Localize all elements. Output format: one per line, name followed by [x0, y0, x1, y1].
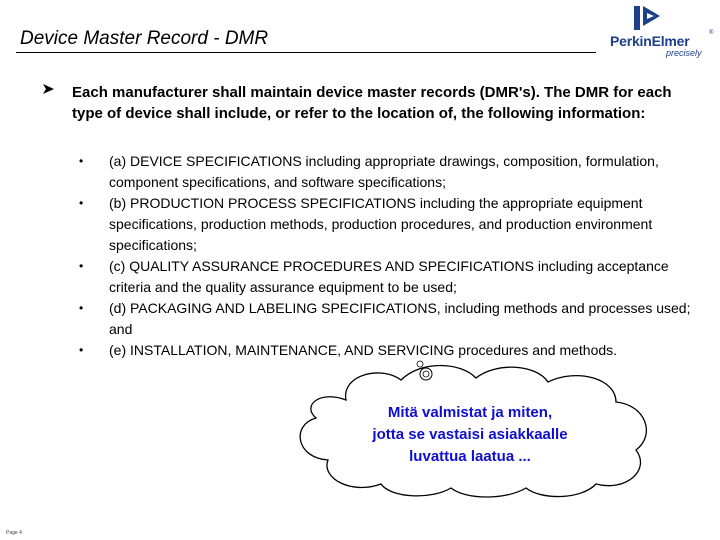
list-item-text: (d) PACKAGING AND LABELING SPECIFICATIONS, including methods and processes used; and	[109, 300, 691, 337]
dmr-requirements-list	[74, 151, 694, 361]
callout-line-2: jotta se vastaisi asiakkaalle	[372, 426, 568, 443]
list-item-text: (c) QUALITY ASSURANCE PROCEDURES AND SPECIFICATIONS including acceptance criteria and the quality assurance equipment to be used;	[109, 258, 669, 295]
page-number: Page 4	[6, 530, 22, 536]
perkinelmer-logo	[606, 4, 716, 56]
arrow-bullet-icon	[42, 82, 56, 100]
title-divider	[16, 52, 596, 53]
logo-tagline: precisely	[666, 48, 702, 58]
bullet-dot-icon: •	[79, 259, 84, 273]
list-item	[74, 193, 694, 256]
bullet-dot-icon: •	[79, 343, 84, 357]
bullet-dot-icon: •	[79, 301, 84, 315]
list-item	[74, 151, 694, 193]
list-item-text: (e) INSTALLATION, MAINTENANCE, AND SERVICING procedures and methods.	[109, 342, 618, 358]
intro-paragraph: Each manufacturer shall maintain device master records (DMR's). The DMR for each type of device shall include, or refer to the location of, the following information:	[72, 84, 672, 122]
bullet-dot-icon: •	[79, 196, 84, 210]
list-item-text: (b) PRODUCTION PROCESS SPECIFICATIONS including the appropriate equipment specifications, production methods, production procedures, and production environment specifications;	[109, 195, 653, 253]
bullet-dot-icon: •	[79, 154, 84, 168]
list-item-text: (a) DEVICE SPECIFICATIONS including appropriate drawings, composition, formulation, component specifications, and software specifications;	[109, 153, 659, 190]
registered-mark: ®	[709, 30, 714, 36]
callout-line-1: Mitä valmistat ja miten,	[387, 404, 553, 421]
logo-wordmark: PerkinElmer	[610, 33, 690, 49]
perkinelmer-p-icon	[634, 4, 664, 32]
callout-text	[330, 402, 610, 468]
slide-title: Device Master Record - DMR	[20, 28, 269, 49]
list-item	[74, 340, 694, 361]
list-item	[74, 256, 694, 298]
callout-line-3: luvattua laatua ...	[409, 448, 531, 465]
list-item	[74, 298, 694, 340]
arrow-bullet-shape	[42, 82, 56, 96]
